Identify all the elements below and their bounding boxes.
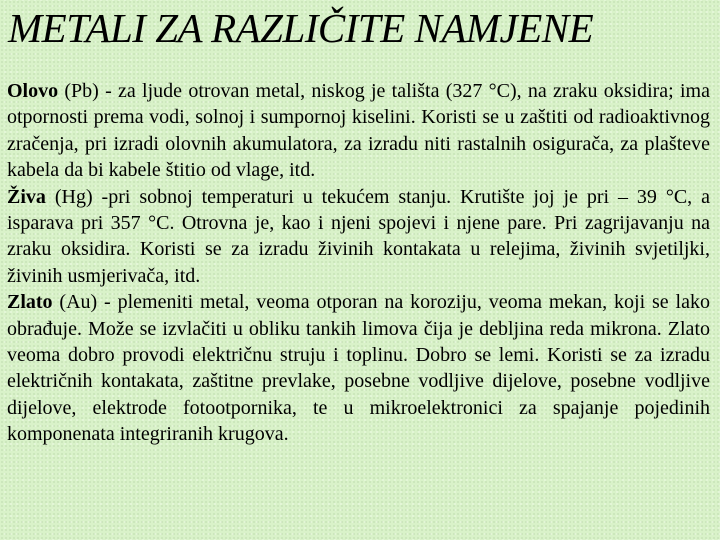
term-olovo: Olovo (7, 80, 59, 102)
paragraph-olovo (7, 78, 710, 184)
paragraph-zlato-text: (Au) - plemeniti metal, veoma otporan na koroziju, veoma mekan, koji se lako obrađuje. Može se izvlačiti u obliku tankih limova čija je debljina reda mikrona. Zlato veoma dobro provodi električnu struju i toplinu. Dobro se lemi. Koristi se za izradu električnih kontakata, zaštitne prevlake, posebne vodljive dijelove, posebne vodljive dijelove, elektrode fotootpornika, te u mikroelektronici za spajanje pojedinih komponenata integriranih krugova. (7, 291, 710, 446)
term-ziva: Živa (7, 185, 46, 208)
paragraph-ziva-text: (Hg) -pri sobnoj temperaturi u tekućem stanju. Krutište joj je pri – 39 °C, a isparava pri 357 °C. Otrovna je, kao i njeni spojevi i njene pare. Pri zagrijavanju na zraku oksidira. Koristi se za izradu živinih kontakata u relejima, živinih svjetiljki, živinih usmjerivača, itd. (7, 185, 710, 287)
paragraph-ziva (7, 184, 710, 290)
term-zlato: Zlato (7, 291, 53, 314)
paragraph-olovo-text: (Pb) - za ljude otrovan metal, niskog je tališta (327 °C), na zraku oksidira; ima otpornosti prema vodi, solnoj i sumpornoj kiselini. Koristi se u zaštiti od radioaktivnog zračenja, pri izradi olovnih akumulatora, za izradu niti rastalnih osigurača, za plašteve kabela da bi kabele štitio od vlage, itd. (7, 80, 710, 182)
slide-body (7, 78, 710, 448)
slide-title: METALI ZA RAZLIČITE NAMJENE (8, 5, 594, 51)
paragraph-zlato (7, 289, 710, 447)
